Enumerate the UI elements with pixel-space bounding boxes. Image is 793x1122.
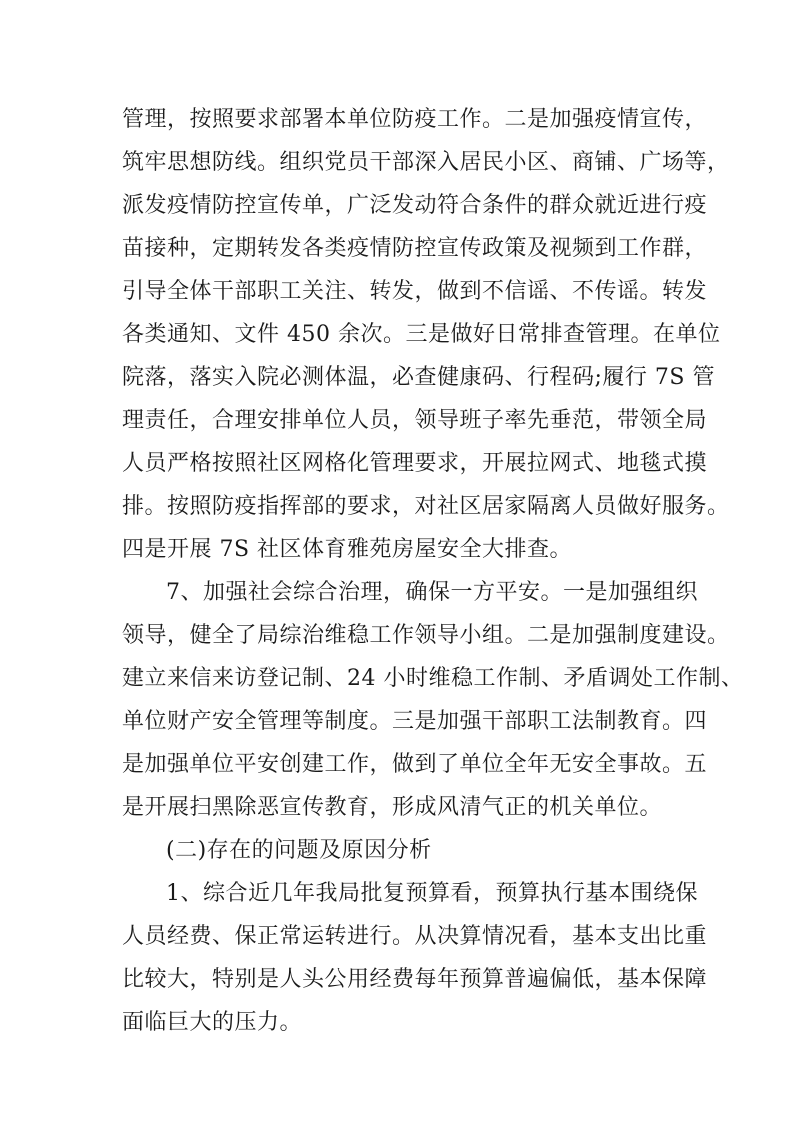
text-line: 理责任，合理安排单位人员，领导班子率先垂范，带领全局 [122,408,708,433]
text-line: 人员经费、保正常运转进行。从决算情况看，基本支出比重 [122,924,708,949]
text-line: 筑牢思想防线。组织党员干部深入居民小区、商铺、广场等， [122,150,730,175]
paragraph-start-line: 7、加强社会综合治理，确保一方平安。一是加强组织 [166,580,698,605]
text-line: 各类通知、文件 450 余次。三是做好日常排查管理。在单位 [122,322,721,347]
text-line: 苗接种，定期转发各类疫情防控宣传政策及视频到工作群， [122,236,708,261]
text-line: 引导全体干部职工关注、转发，做到不信谣、不传谣。转发 [122,279,708,304]
text-line: 面临巨大的压力。 [122,1010,303,1035]
text-line: 领导，健全了局综治维稳工作领导小组。二是加强制度建设。 [122,623,730,648]
text-line: 四是开展 7S 社区体育雅苑房屋安全大排查。 [122,537,573,562]
text-line: 是开展扫黑除恶宣传教育，形成风清气正的机关单位。 [122,795,663,820]
text-line: 比较大，特别是人头公用经费每年预算普遍偏低，基本保障 [122,967,708,992]
text-line: 排。按照防疫指挥部的要求，对社区居家隔离人员做好服务。 [122,494,730,519]
paragraph-start-line: 1、综合近几年我局批复预算看，预算执行基本围绕保 [166,881,698,906]
text-line: 建立来信来访登记制、24 小时维稳工作制、矛盾调处工作制、 [122,666,744,691]
section-heading: (二)存在的问题及原因分析 [166,838,432,863]
text-line: 人员严格按照社区网格化管理要求，开展拉网式、地毯式摸 [122,451,708,476]
text-line: 是加强单位平安创建工作，做到了单位全年无安全事故。五 [122,752,708,777]
text-line: 单位财产安全管理等制度。三是加强干部职工法制教育。四 [122,709,708,734]
text-line: 管理，按照要求部署本单位防疫工作。二是加强疫情宣传， [122,107,708,132]
text-line: 院落，落实入院必测体温，必查健康码、行程码;履行 7S 管 [122,365,715,390]
text-line: 派发疫情防控宣传单，广泛发动符合条件的群众就近进行疫 [122,193,708,218]
